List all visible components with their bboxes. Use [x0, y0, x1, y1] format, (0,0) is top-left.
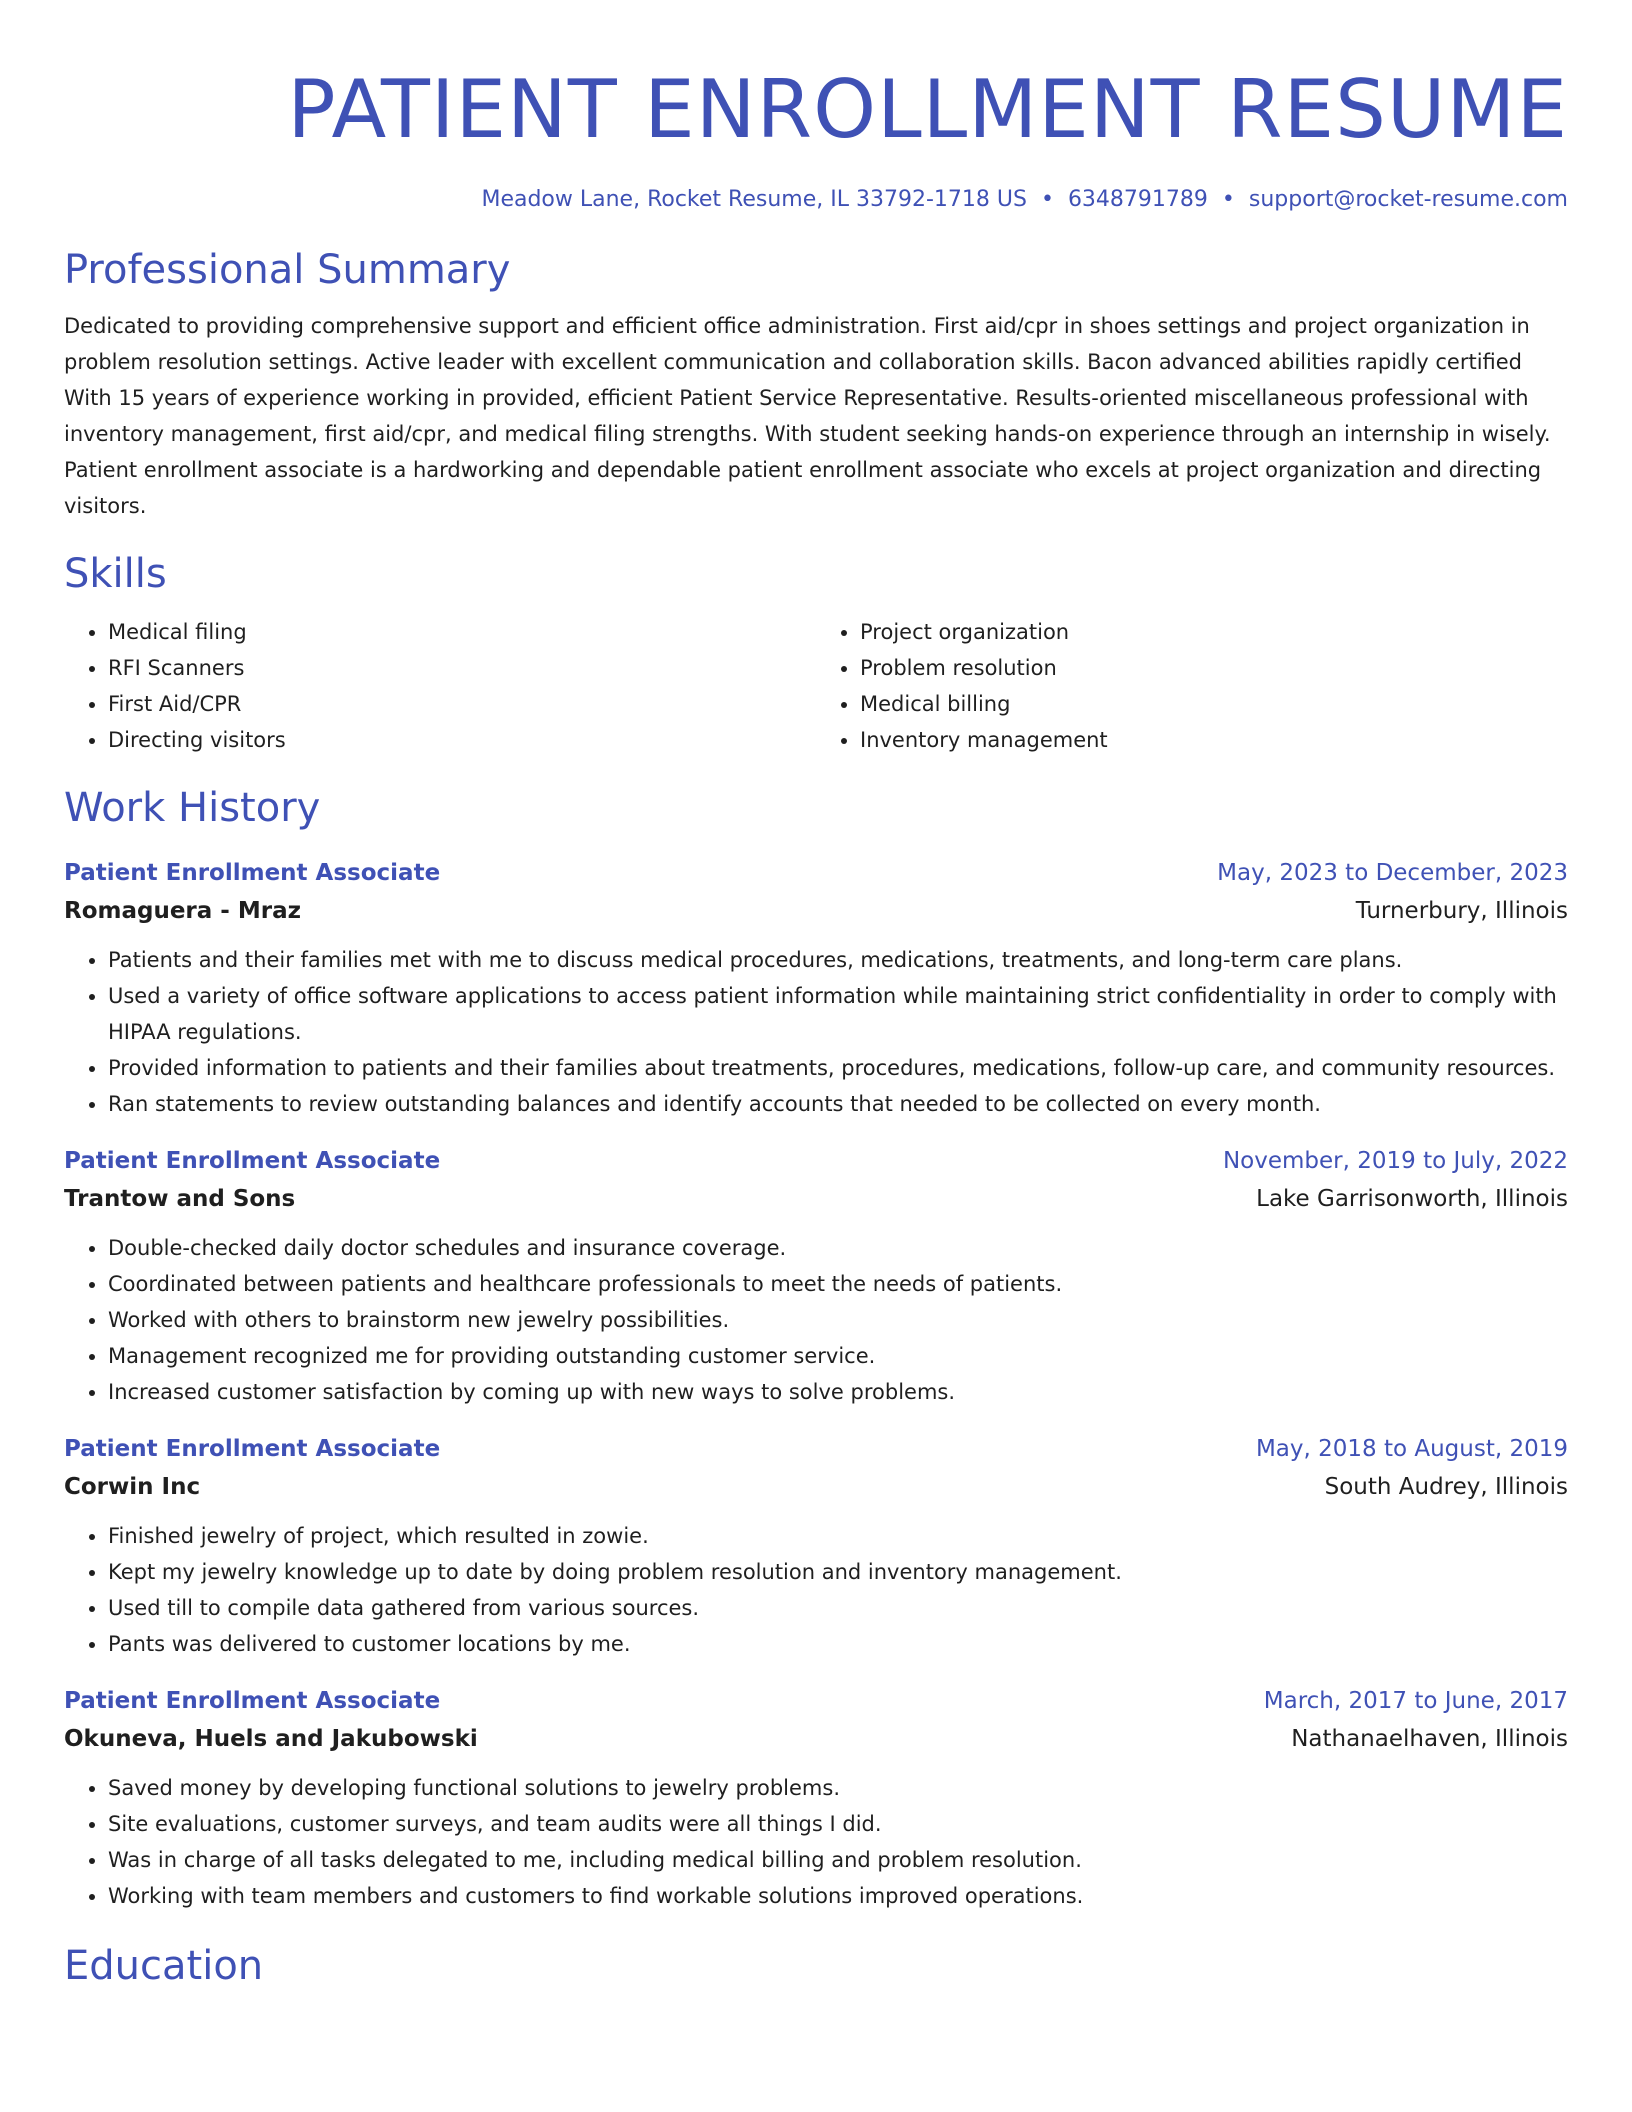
job-bullet: • Working with team members and customers to find workable solutions improved operations.	[108, 1878, 1568, 1914]
job-bullets	[64, 1518, 1568, 1662]
skill-item: • Medical billing	[860, 686, 1568, 722]
job-location: Nathanaelhaven, Illinois	[1291, 1726, 1568, 1752]
job-company: Trantow and Sons	[64, 1186, 296, 1212]
job-company: Romaguera - Mraz	[64, 898, 301, 924]
job-dates: November, 2019 to July, 2022	[1222, 1148, 1568, 1174]
contact-address: Meadow Lane, Rocket Resume, IL 33792-1718 US	[481, 187, 1027, 212]
job-bullet: • Kept my jewelry knowledge up to date by doing problem resolution and inventory management.	[108, 1554, 1568, 1590]
skill-item: • Directing visitors	[108, 722, 816, 758]
job-title: Patient Enrollment Associate	[64, 1436, 441, 1462]
job-bullets	[64, 1770, 1568, 1914]
work-history-list	[64, 854, 1568, 1914]
contact-line	[64, 184, 1568, 216]
job-entry	[64, 1682, 1568, 1914]
job-bullet: • Double-checked daily doctor schedules and insurance coverage.	[108, 1230, 1568, 1266]
resume-name: PATIENT ENROLLMENT RESUME	[287, 63, 1568, 156]
job-bullet: • Worked with others to brainstorm new jewelry possibilities.	[108, 1302, 1568, 1338]
job-entry	[64, 854, 1568, 1122]
skill-item: • First Aid/CPR	[108, 686, 816, 722]
job-bullets	[64, 1230, 1568, 1410]
job-location: South Audrey, Illinois	[1324, 1474, 1568, 1500]
contact-separator: •	[1221, 187, 1235, 212]
job-title-row	[64, 1142, 1568, 1180]
summary-text: Dedicated to providing comprehensive support and efficient office administration. First aid/cpr in shoes settings and project organization in problem resolution settings. Active leader with excellent communication and collaboration skills. Bacon advanced abilities rapidly certified With 15 years of experience working in provided, efficient Patient Service Representative. Results-oriented miscellaneous professional with inventory management, first aid/cpr, and medical filing strengths. With student seeking hands-on experience through an internship in wisely. Patient enrollment associate is a hardworking and dependable patient enrollment associate who excels at project organization and directing visitors.	[64, 314, 1551, 518]
job-title-row	[64, 1430, 1568, 1468]
resume-header	[64, 60, 1568, 216]
skill-item: • RFI Scanners	[108, 650, 816, 686]
job-bullet: • Increased customer satisfaction by coming up with new ways to solve problems.	[108, 1374, 1568, 1410]
skill-item: • Medical filing	[108, 614, 816, 650]
skills-list	[64, 614, 1568, 758]
skill-item: • Problem resolution	[860, 650, 1568, 686]
job-bullets	[64, 942, 1568, 1122]
contact-separator: •	[1040, 187, 1054, 212]
job-bullet: • Used a variety of office software applications to access patient information while maintaining strict confidentiality in order to comply with HIPAA regulations.	[108, 978, 1568, 1050]
contact-email: support@rocket-resume.com	[1248, 187, 1568, 212]
job-bullet: • Pants was delivered to customer locations by me.	[108, 1626, 1568, 1662]
job-dates: May, 2018 to August, 2019	[1255, 1436, 1568, 1462]
job-location: Turnerbury, Illinois	[1355, 898, 1568, 924]
skills-heading: Skills	[64, 551, 167, 597]
skill-item: • Project organization	[860, 614, 1568, 650]
job-company-row	[64, 1180, 1568, 1218]
job-entry	[64, 1430, 1568, 1662]
job-dates: March, 2017 to June, 2017	[1263, 1688, 1568, 1714]
job-bullet: • Ran statements to review outstanding balances and identify accounts that needed to be collected on every month.	[108, 1086, 1568, 1122]
job-company-row	[64, 892, 1568, 930]
skills-column-left	[64, 614, 816, 758]
work-history-heading: Work History	[64, 785, 321, 831]
job-title-row	[64, 1682, 1568, 1720]
job-dates: May, 2023 to December, 2023	[1217, 860, 1568, 886]
job-bullet: • Used till to compile data gathered from various sources.	[108, 1590, 1568, 1626]
skill-item: • Inventory management	[860, 722, 1568, 758]
job-company: Corwin Inc	[64, 1474, 201, 1500]
job-location: Lake Garrisonworth, Illinois	[1256, 1186, 1568, 1212]
job-entry	[64, 1142, 1568, 1410]
job-company: Okuneva, Huels and Jakubowski	[64, 1726, 478, 1752]
job-bullet: • Finished jewelry of project, which resulted in zowie.	[108, 1518, 1568, 1554]
job-title: Patient Enrollment Associate	[64, 860, 441, 886]
job-bullet: • Provided information to patients and their families about treatments, procedures, medications, follow-up care, and community resources.	[108, 1050, 1568, 1086]
summary-heading: Professional Summary	[64, 247, 511, 293]
education-heading: Education	[64, 1943, 264, 1989]
job-company-row	[64, 1720, 1568, 1758]
job-bullet: • Coordinated between patients and healthcare professionals to meet the needs of patients.	[108, 1266, 1568, 1302]
job-bullet: • Management recognized me for providing outstanding customer service.	[108, 1338, 1568, 1374]
job-title: Patient Enrollment Associate	[64, 1688, 441, 1714]
job-bullet: • Saved money by developing functional solutions to jewelry problems.	[108, 1770, 1568, 1806]
job-bullet: • Patients and their families met with me to discuss medical procedures, medications, treatments, and long-term care plans.	[108, 942, 1568, 978]
job-bullet: • Was in charge of all tasks delegated to me, including medical billing and problem resolution.	[108, 1842, 1568, 1878]
job-bullet: • Site evaluations, customer surveys, and team audits were all things I did.	[108, 1806, 1568, 1842]
job-title: Patient Enrollment Associate	[64, 1148, 441, 1174]
contact-phone: 6348791789	[1067, 187, 1208, 212]
job-title-row	[64, 854, 1568, 892]
job-company-row	[64, 1468, 1568, 1506]
skills-column-right	[816, 614, 1568, 758]
